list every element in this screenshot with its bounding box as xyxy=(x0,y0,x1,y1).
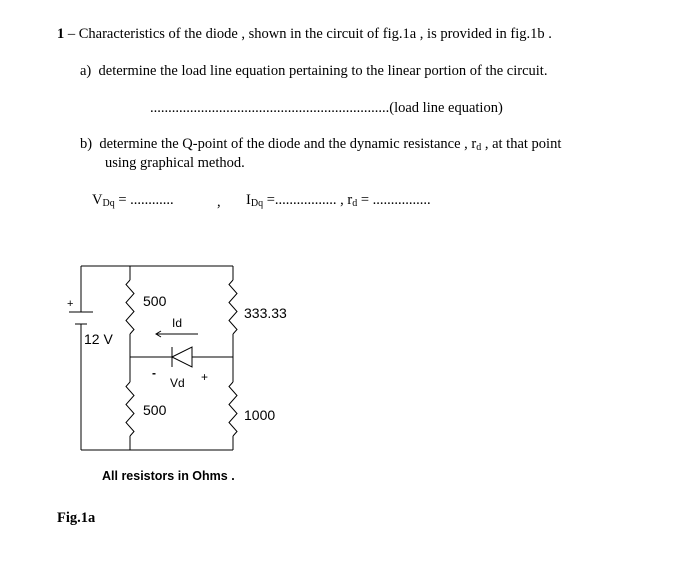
battery-plus-sign: + xyxy=(67,298,74,310)
r-top-left-label: 500 xyxy=(143,293,167,309)
part-b-line2: using graphical method. xyxy=(105,155,245,171)
part-b-line1: determine the Q-point of the diode and the dynamic resistance , r xyxy=(99,136,477,152)
diode-plus-terminal: + xyxy=(201,370,209,384)
resistor-bottom-right xyxy=(229,382,237,436)
idq-rd-blank: IDq =................. , rd = ................ xyxy=(246,192,431,209)
part-a-answer-blank: ..................................................................(load line equation) xyxy=(150,100,503,116)
voltage-label: Vd xyxy=(170,376,185,390)
resistor-top-right xyxy=(229,280,237,334)
resistor-bottom-left xyxy=(126,382,134,436)
part-a-label: a) xyxy=(80,63,92,79)
source-label: 12 V xyxy=(84,331,113,347)
figure-label: Fig.1a xyxy=(57,510,96,526)
question-number: 1 xyxy=(57,26,65,42)
rd-subscript: d xyxy=(476,142,482,153)
r-bottom-right-label: 1000 xyxy=(244,407,276,423)
resistor-top-left xyxy=(126,280,134,334)
resistor-units-note: All resistors in Ohms . xyxy=(102,469,235,483)
question-text: Characteristics of the diode , shown in the circuit of fig.1a , is provided in fig.1b . xyxy=(78,26,552,42)
part-b-label: b) xyxy=(80,136,93,152)
vdq-blank: VDq = ............ xyxy=(92,192,174,209)
r-top-right-label: 333.33 xyxy=(244,305,287,321)
part-b-line1-end: , at that point xyxy=(481,136,562,152)
diode-symbol xyxy=(172,347,192,367)
question-dash: – xyxy=(67,26,76,42)
part-a-text: determine the load line equation pertaining to the linear portion of the circuit. xyxy=(98,63,548,79)
diode-minus-terminal: - xyxy=(152,366,156,380)
r-bottom-left-label: 500 xyxy=(143,402,167,418)
vdq-comma: , xyxy=(217,194,221,210)
current-label: Id xyxy=(172,316,183,330)
